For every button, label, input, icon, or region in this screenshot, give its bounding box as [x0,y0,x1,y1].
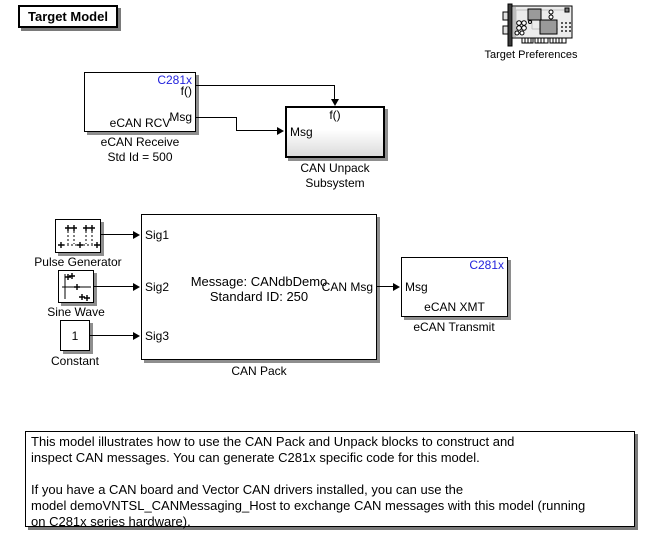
can-unpack-fcn-port: f() [329,108,341,122]
can-unpack-name: CAN Unpack [300,161,370,175]
can-pack-block[interactable] [141,214,377,360]
ecan-receive-tag: C281x [157,73,192,87]
signal-line-sine[interactable] [94,286,134,287]
ecan-xmt-inner-label: eCAN XMT [424,300,485,314]
pulse-generator-block[interactable] [55,219,101,253]
annotation-line1: This model illustrates how to use the CAN Pack and Unpack blocks to construct and [31,434,515,449]
can-unpack-msg-port: Msg [290,125,313,139]
ecan-receive-name2: Std Id = 500 [107,150,173,164]
signal-line-constant[interactable] [90,335,134,336]
arrowhead-right-icon [133,332,140,340]
can-pack-message-line: Message: CANdbDemo [190,274,328,289]
pulse-generator-name: Pulse Generator [34,255,122,269]
annotation-line4: model demoVNTSL_CANMessaging_Host to exchange CAN messages with this model (running [31,498,586,513]
ecan-xmt-tag: C281x [469,258,504,272]
model-title[interactable]: Target Model [18,5,118,28]
sine-wave-block[interactable] [58,270,94,303]
arrowhead-right-icon [393,283,400,291]
ecan-receive-name: eCAN Receive [100,135,180,149]
arrowhead-right-icon [133,283,140,291]
can-pack-out-port: CAN Msg [321,280,373,294]
can-unpack-subsystem-block[interactable] [285,106,385,158]
constant-value: 1 [71,328,79,343]
sine-wave-icon [59,271,93,302]
ecan-xmt-block[interactable] [401,257,508,317]
annotation-line2: inspect CAN messages. You can generate C281x specific code for this model. [31,450,480,465]
can-pack-sig2-port: Sig2 [145,280,170,294]
arrowhead-right-icon [277,127,284,135]
signal-line-msg-2[interactable] [236,117,237,131]
ecan-xmt-msg-port: Msg [405,280,428,294]
can-pack-name: CAN Pack [231,364,287,378]
signal-line-msg-3[interactable] [236,130,278,131]
constant-name: Constant [50,354,100,368]
can-unpack-name2: Subsystem [305,176,365,190]
arrowhead-right-icon [133,231,140,239]
target-preferences-label: Target Preferences [484,49,578,61]
annotation-blank-line [31,466,629,482]
ecan-receive-inner-label: eCAN RCV [109,116,171,130]
can-pack-sig3-port: Sig3 [145,329,170,343]
pulse-generator-icon [56,220,100,252]
ecan-receive-msg-port: Msg [169,110,192,124]
signal-line-msg-1[interactable] [196,117,237,118]
arrowhead-down-icon [331,99,339,106]
signal-line-fcn-drop[interactable] [334,85,335,99]
constant-block[interactable] [60,320,90,351]
sine-wave-name: Sine Wave [47,305,105,319]
ecan-receive-block[interactable] [84,72,196,132]
can-pack-id-line: Standard ID: 250 [209,289,309,304]
description-annotation[interactable] [25,431,635,527]
target-preferences-block[interactable] [502,3,578,53]
can-pack-sig1-port: Sig1 [145,228,170,242]
signal-line-fcn[interactable] [196,85,335,86]
ecan-receive-fcn-port: f() [180,84,192,98]
can-pack-center-text [142,274,376,304]
annotation-line5: on C281x series hardware). [31,514,191,529]
ecan-xmt-name: eCAN Transmit [413,320,495,334]
target-preferences-icon [502,3,578,48]
signal-line-canmsg[interactable] [377,286,394,287]
annotation-line3: If you have a CAN board and Vector CAN drivers installed, you can use the [31,482,464,497]
signal-line-pulse[interactable] [101,234,134,235]
